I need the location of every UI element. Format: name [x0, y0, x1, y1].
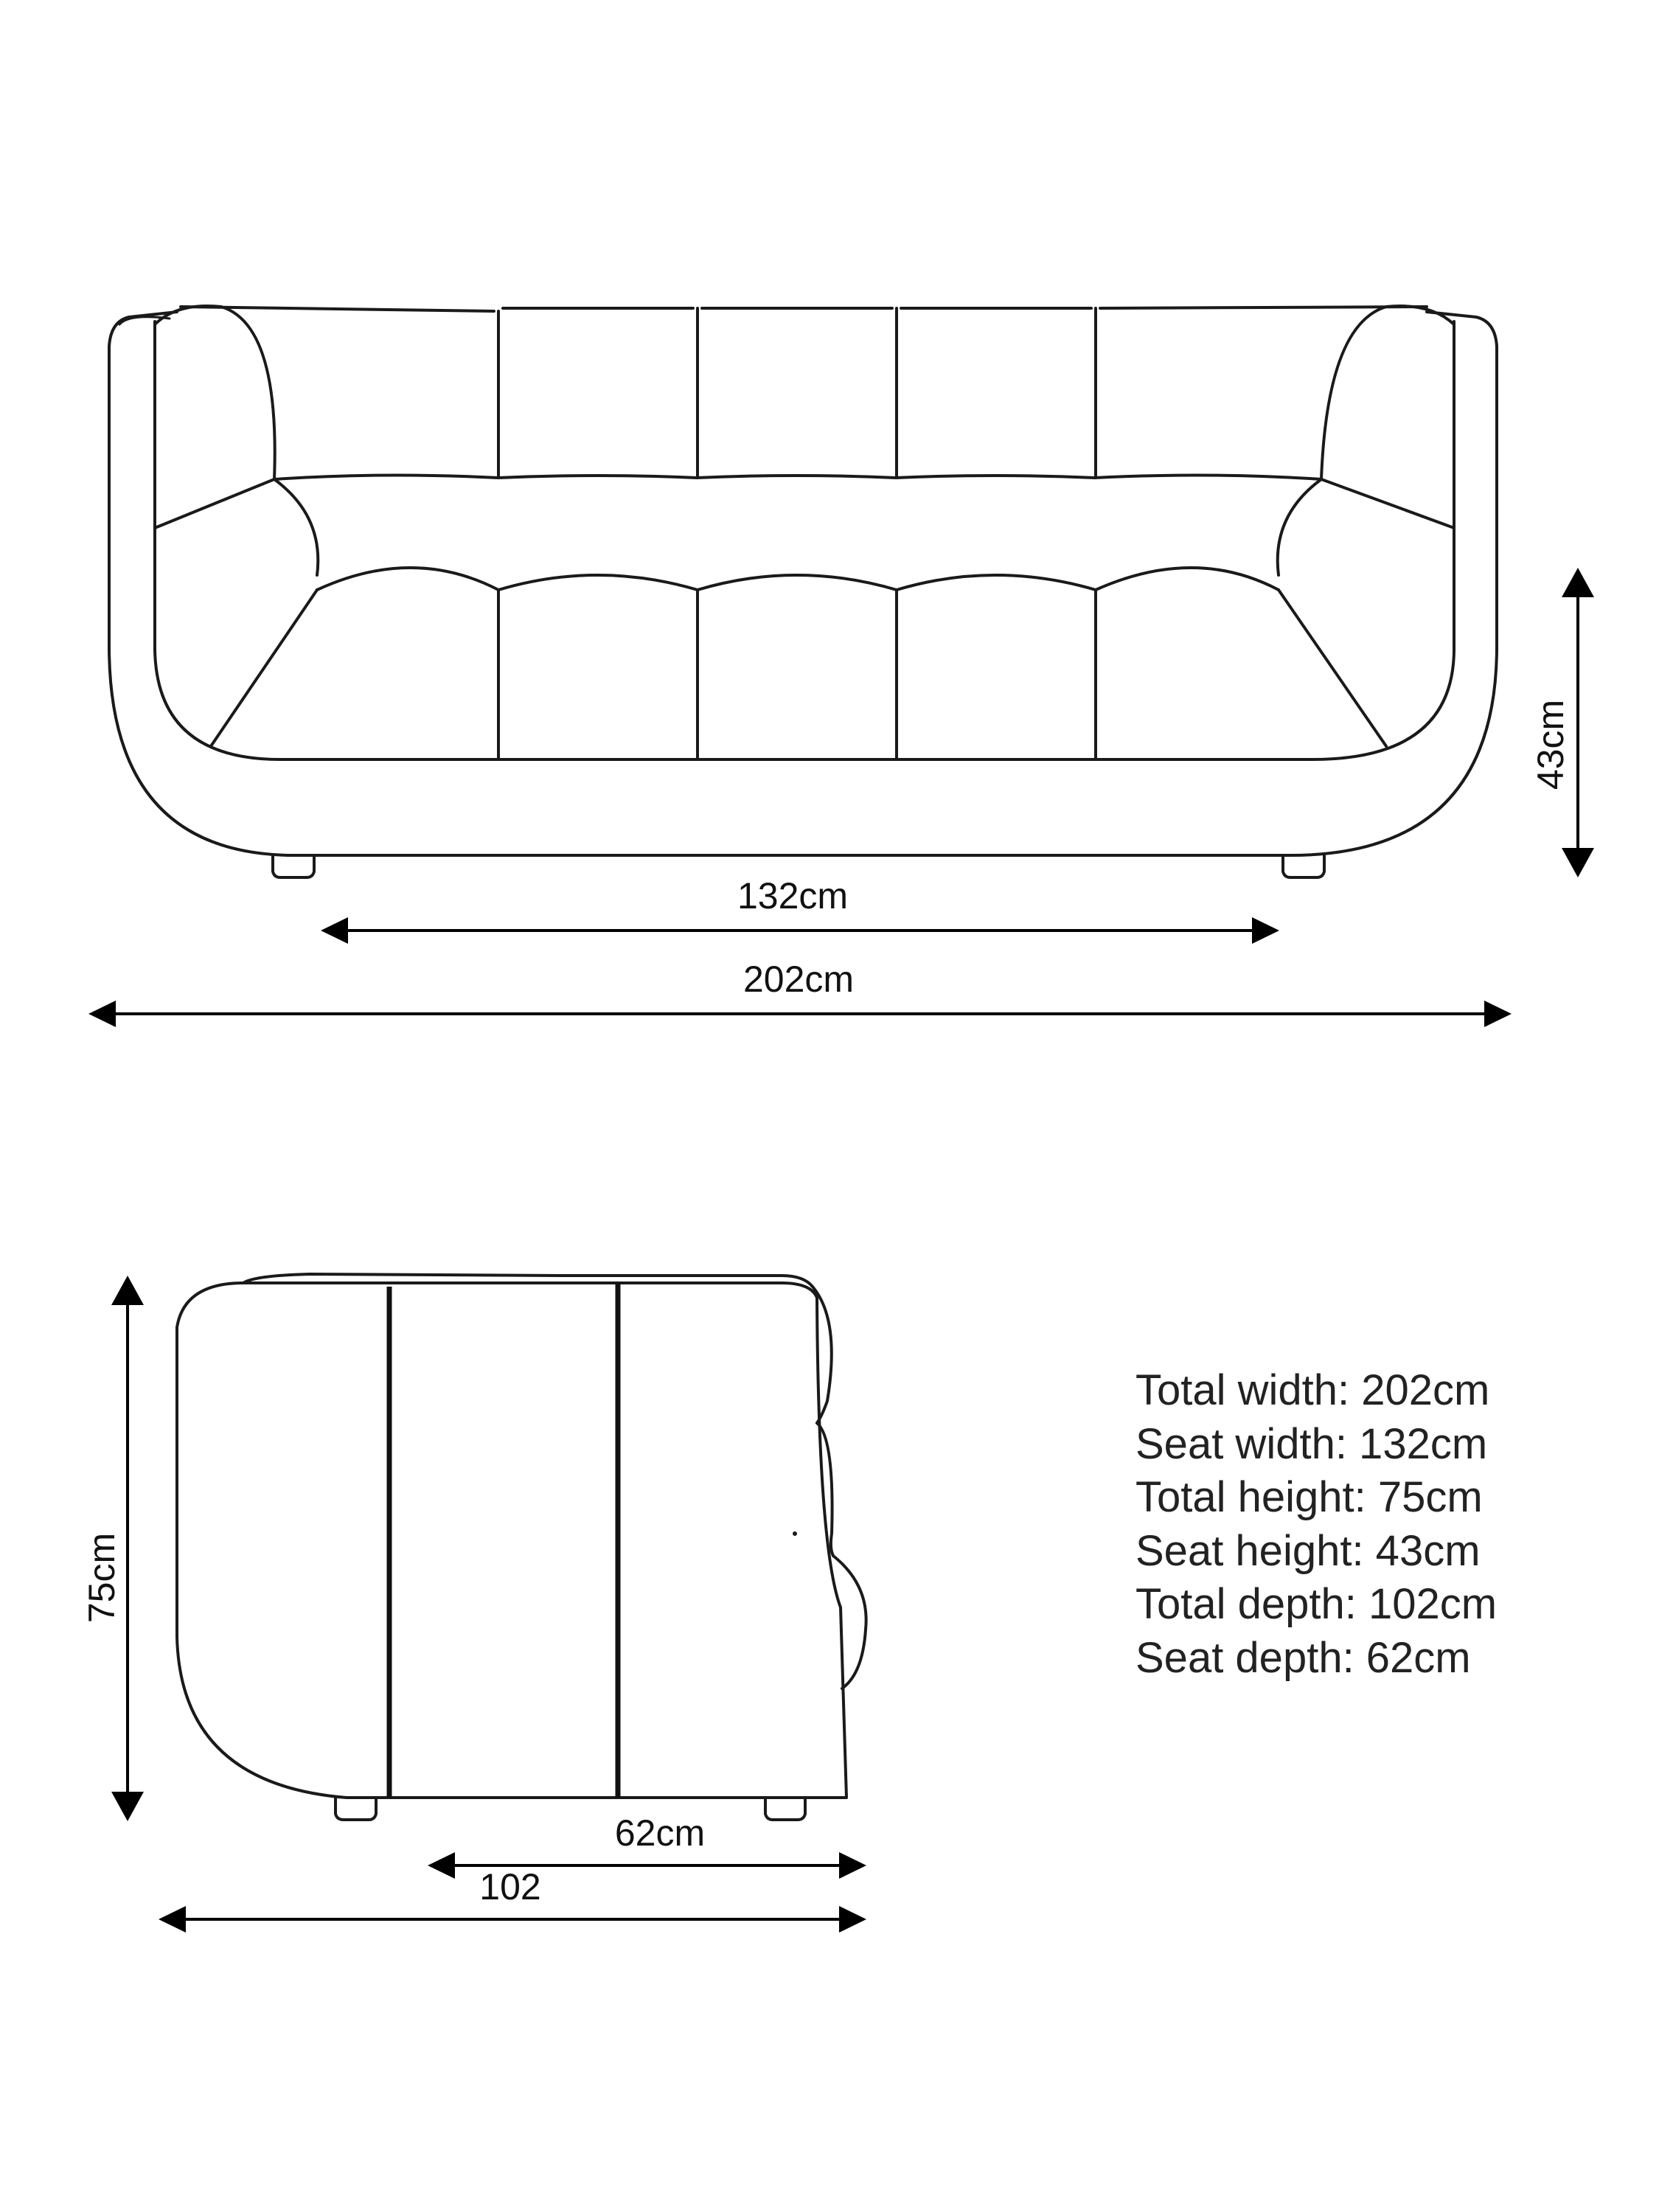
front-back-cushion-base: [274, 475, 1321, 479]
side-right-foot: [765, 1798, 805, 1820]
front-seat-diagonals: [211, 590, 1386, 746]
front-left-back-cushion: [155, 306, 275, 479]
front-outer-shell: [109, 312, 1497, 855]
total-width-label: 202cm: [742, 959, 855, 1000]
front-right-back-cushion: [1321, 306, 1454, 479]
front-back-top: [181, 307, 1427, 311]
front-seat-dividers: [498, 590, 1096, 759]
side-left-foot: [335, 1798, 376, 1820]
seat-height-label: 43cm: [1530, 699, 1571, 790]
front-left-arm-inner: [155, 479, 318, 575]
side-mark-dot: [793, 1531, 797, 1536]
front-left-foot: [273, 855, 314, 877]
front-right-arm-inner: [1278, 479, 1454, 575]
total-width-dimension: [88, 959, 1512, 1027]
spec-seat-height: Seat height: 43cm: [1135, 1527, 1481, 1575]
seat-width-label: 132cm: [737, 875, 849, 917]
total-height-label: 75cm: [81, 1532, 122, 1624]
spec-total-height: Total height: 75cm: [1135, 1473, 1483, 1521]
seat-width-dimension: [321, 875, 1279, 944]
side-back-cushion-upper: [813, 1287, 832, 1423]
side-outer-body: [177, 1283, 846, 1798]
side-view-drawing: [177, 1274, 866, 1820]
front-view-drawing: [109, 306, 1497, 877]
front-back-dividers: [498, 308, 1096, 478]
seat-height-dimension: [1530, 568, 1594, 877]
front-inner-shell: [155, 321, 1454, 759]
spec-seat-width: Seat width: 132cm: [1135, 1420, 1488, 1468]
total-depth-label: 102: [479, 1866, 541, 1907]
total-height-dimension: [81, 1276, 144, 1821]
side-back-cushion-lower: [833, 1556, 866, 1688]
total-depth-dimension: [159, 1866, 866, 1933]
spec-total-width: Total width: 202cm: [1135, 1366, 1490, 1414]
side-top-cushion: [243, 1274, 813, 1287]
spec-seat-depth: Seat depth: 62cm: [1135, 1634, 1471, 1682]
spec-total-depth: Total depth: 102cm: [1135, 1580, 1498, 1628]
seat-depth-label: 62cm: [614, 1812, 706, 1854]
front-seat-scallops: [317, 568, 1279, 590]
front-right-foot: [1283, 855, 1324, 877]
spec-list: [1135, 1366, 1497, 1682]
